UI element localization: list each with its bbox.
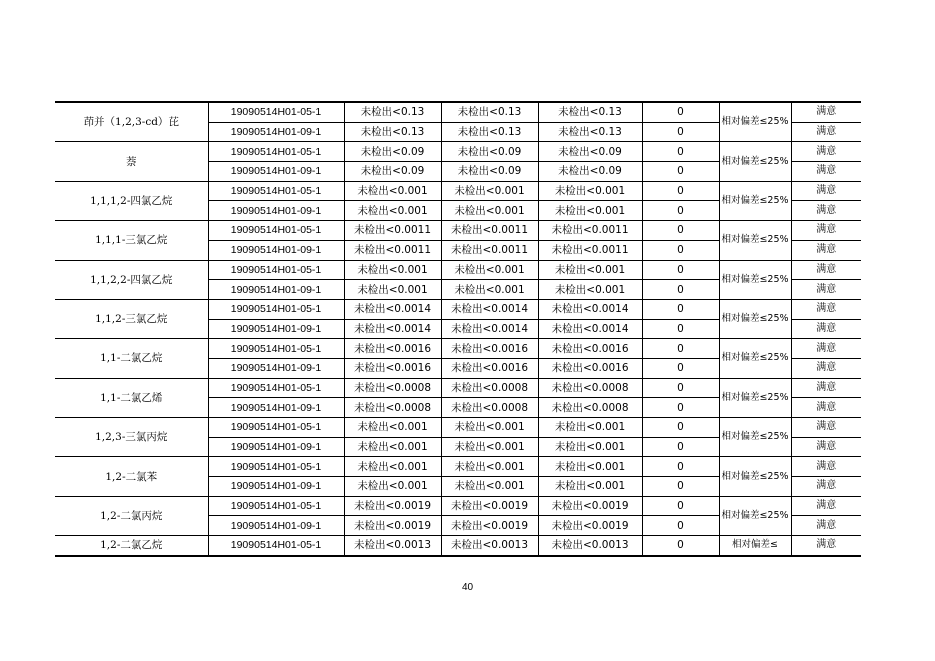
table-row xyxy=(55,102,861,122)
result-1-cell: 未检出<0.0011 xyxy=(344,221,441,241)
result-2-cell: 未检出<0.09 xyxy=(441,142,538,162)
sample-id-cell: 19090514H01-09-1 xyxy=(208,358,344,378)
criterion-cell: 相对偏差≤25% xyxy=(719,378,791,417)
evaluation-cell: 满意 xyxy=(791,398,861,418)
table-row xyxy=(55,221,861,241)
evaluation-cell: 满意 xyxy=(791,260,861,280)
result-3-cell: 未检出<0.0008 xyxy=(538,378,642,398)
result-3-cell: 未检出<0.001 xyxy=(538,181,642,201)
evaluation-cell: 满意 xyxy=(791,280,861,300)
result-1-cell: 未检出<0.001 xyxy=(344,477,441,497)
sample-id-cell: 19090514H01-09-1 xyxy=(208,516,344,536)
relative-deviation-cell: 0 xyxy=(642,437,719,457)
result-1-cell: 未检出<0.13 xyxy=(344,122,441,142)
compound-name-cell: 1,1,1,2-四氯乙烷 xyxy=(55,181,208,220)
table-row xyxy=(55,457,861,477)
result-2-cell: 未检出<0.0013 xyxy=(441,536,538,556)
sample-id-cell: 19090514H01-05-1 xyxy=(208,299,344,319)
result-3-cell: 未检出<0.09 xyxy=(538,142,642,162)
result-3-cell: 未检出<0.0008 xyxy=(538,398,642,418)
evaluation-cell: 满意 xyxy=(791,221,861,241)
result-3-cell: 未检出<0.13 xyxy=(538,102,642,122)
compound-name-cell: 茚并（1,2,3-cd）芘 xyxy=(55,102,208,142)
result-2-cell: 未检出<0.0019 xyxy=(441,516,538,536)
result-2-cell: 未检出<0.0016 xyxy=(441,339,538,359)
relative-deviation-cell: 0 xyxy=(642,536,719,556)
result-3-cell: 未检出<0.0014 xyxy=(538,319,642,339)
table-row xyxy=(55,339,861,359)
table-row xyxy=(55,299,861,319)
result-1-cell: 未检出<0.0019 xyxy=(344,496,441,516)
sample-id-cell: 19090514H01-05-1 xyxy=(208,418,344,438)
sample-id-cell: 19090514H01-05-1 xyxy=(208,260,344,280)
result-3-cell: 未检出<0.0016 xyxy=(538,339,642,359)
table-row xyxy=(55,142,861,162)
sample-id-cell: 19090514H01-05-1 xyxy=(208,339,344,359)
result-2-cell: 未检出<0.001 xyxy=(441,181,538,201)
result-1-cell: 未检出<0.0016 xyxy=(344,339,441,359)
result-1-cell: 未检出<0.09 xyxy=(344,162,441,182)
evaluation-cell: 满意 xyxy=(791,418,861,438)
relative-deviation-cell: 0 xyxy=(642,260,719,280)
criterion-cell: 相对偏差≤25% xyxy=(719,142,791,181)
sample-id-cell: 19090514H01-09-1 xyxy=(208,201,344,221)
result-2-cell: 未检出<0.001 xyxy=(441,418,538,438)
result-3-cell: 未检出<0.0014 xyxy=(538,299,642,319)
result-1-cell: 未检出<0.001 xyxy=(344,437,441,457)
result-2-cell: 未检出<0.001 xyxy=(441,280,538,300)
result-2-cell: 未检出<0.001 xyxy=(441,477,538,497)
result-3-cell: 未检出<0.0011 xyxy=(538,221,642,241)
result-1-cell: 未检出<0.0008 xyxy=(344,378,441,398)
result-1-cell: 未检出<0.001 xyxy=(344,181,441,201)
compound-name-cell: 1,1-二氯乙烯 xyxy=(55,378,208,417)
table-row xyxy=(55,260,861,280)
evaluation-cell: 满意 xyxy=(791,516,861,536)
compound-name-cell: 1,1,2-三氯乙烷 xyxy=(55,299,208,338)
sample-id-cell: 19090514H01-05-1 xyxy=(208,496,344,516)
result-3-cell: 未检出<0.09 xyxy=(538,162,642,182)
result-2-cell: 未检出<0.0019 xyxy=(441,496,538,516)
result-2-cell: 未检出<0.001 xyxy=(441,437,538,457)
result-1-cell: 未检出<0.0014 xyxy=(344,299,441,319)
result-2-cell: 未检出<0.001 xyxy=(441,457,538,477)
evaluation-cell: 满意 xyxy=(791,477,861,497)
relative-deviation-cell: 0 xyxy=(642,418,719,438)
result-2-cell: 未检出<0.09 xyxy=(441,162,538,182)
result-3-cell: 未检出<0.001 xyxy=(538,457,642,477)
sample-id-cell: 19090514H01-05-1 xyxy=(208,142,344,162)
criterion-cell: 相对偏差≤25% xyxy=(719,260,791,299)
result-3-cell: 未检出<0.0019 xyxy=(538,496,642,516)
compound-name-cell: 1,2-二氯乙烷 xyxy=(55,536,208,556)
result-1-cell: 未检出<0.0008 xyxy=(344,398,441,418)
result-3-cell: 未检出<0.001 xyxy=(538,201,642,221)
page-number: 40 xyxy=(461,582,474,593)
relative-deviation-cell: 0 xyxy=(642,201,719,221)
relative-deviation-cell: 0 xyxy=(642,299,719,319)
compound-name-cell: 1,2,3-三氯丙烷 xyxy=(55,418,208,457)
criterion-cell: 相对偏差≤25% xyxy=(719,299,791,338)
sample-id-cell: 19090514H01-05-1 xyxy=(208,536,344,556)
criterion-cell: 相对偏差≤25% xyxy=(719,181,791,220)
criterion-cell: 相对偏差≤ xyxy=(719,536,791,556)
criterion-cell: 相对偏差≤25% xyxy=(719,339,791,378)
result-1-cell: 未检出<0.001 xyxy=(344,260,441,280)
table-row xyxy=(55,536,861,556)
criterion-cell: 相对偏差≤25% xyxy=(719,102,791,142)
evaluation-cell: 满意 xyxy=(791,437,861,457)
sample-id-cell: 19090514H01-05-1 xyxy=(208,457,344,477)
relative-deviation-cell: 0 xyxy=(642,378,719,398)
relative-deviation-cell: 0 xyxy=(642,477,719,497)
relative-deviation-cell: 0 xyxy=(642,398,719,418)
result-1-cell: 未检出<0.09 xyxy=(344,142,441,162)
sample-id-cell: 19090514H01-09-1 xyxy=(208,437,344,457)
result-3-cell: 未检出<0.13 xyxy=(538,122,642,142)
result-2-cell: 未检出<0.0014 xyxy=(441,299,538,319)
result-2-cell: 未检出<0.0008 xyxy=(441,398,538,418)
result-3-cell: 未检出<0.001 xyxy=(538,280,642,300)
relative-deviation-cell: 0 xyxy=(642,181,719,201)
evaluation-cell: 满意 xyxy=(791,142,861,162)
sample-id-cell: 19090514H01-05-1 xyxy=(208,181,344,201)
table-row xyxy=(55,496,861,516)
result-1-cell: 未检出<0.13 xyxy=(344,102,441,122)
compound-name-cell: 1,2-二氯苯 xyxy=(55,457,208,496)
result-1-cell: 未检出<0.001 xyxy=(344,280,441,300)
result-1-cell: 未检出<0.0013 xyxy=(344,536,441,556)
criterion-cell: 相对偏差≤25% xyxy=(719,418,791,457)
compound-name-cell: 1,1-二氯乙烷 xyxy=(55,339,208,378)
evaluation-cell: 满意 xyxy=(791,358,861,378)
result-1-cell: 未检出<0.0016 xyxy=(344,358,441,378)
relative-deviation-cell: 0 xyxy=(642,240,719,260)
evaluation-cell: 满意 xyxy=(791,122,861,142)
result-3-cell: 未检出<0.0013 xyxy=(538,536,642,556)
result-3-cell: 未检出<0.0011 xyxy=(538,240,642,260)
relative-deviation-cell: 0 xyxy=(642,280,719,300)
table-body xyxy=(55,102,861,556)
evaluation-cell: 满意 xyxy=(791,378,861,398)
result-1-cell: 未检出<0.001 xyxy=(344,457,441,477)
relative-deviation-cell: 0 xyxy=(642,102,719,122)
criterion-cell: 相对偏差≤25% xyxy=(719,457,791,496)
evaluation-cell: 满意 xyxy=(791,536,861,556)
result-2-cell: 未检出<0.001 xyxy=(441,260,538,280)
sample-id-cell: 19090514H01-05-1 xyxy=(208,378,344,398)
result-3-cell: 未检出<0.001 xyxy=(538,260,642,280)
sample-id-cell: 19090514H01-09-1 xyxy=(208,122,344,142)
relative-deviation-cell: 0 xyxy=(642,457,719,477)
compound-name-cell: 1,2-二氯丙烷 xyxy=(55,496,208,535)
relative-deviation-cell: 0 xyxy=(642,339,719,359)
result-2-cell: 未检出<0.0016 xyxy=(441,358,538,378)
relative-deviation-cell: 0 xyxy=(642,516,719,536)
relative-deviation-cell: 0 xyxy=(642,319,719,339)
relative-deviation-cell: 0 xyxy=(642,122,719,142)
evaluation-cell: 满意 xyxy=(791,496,861,516)
sample-id-cell: 19090514H01-09-1 xyxy=(208,162,344,182)
evaluation-cell: 满意 xyxy=(791,102,861,122)
result-3-cell: 未检出<0.0016 xyxy=(538,358,642,378)
result-3-cell: 未检出<0.0019 xyxy=(538,516,642,536)
result-1-cell: 未检出<0.0014 xyxy=(344,319,441,339)
quality-control-table xyxy=(55,101,861,557)
result-2-cell: 未检出<0.0011 xyxy=(441,240,538,260)
table-row xyxy=(55,378,861,398)
evaluation-cell: 满意 xyxy=(791,201,861,221)
sample-id-cell: 19090514H01-09-1 xyxy=(208,319,344,339)
evaluation-cell: 满意 xyxy=(791,319,861,339)
result-3-cell: 未检出<0.001 xyxy=(538,477,642,497)
evaluation-cell: 满意 xyxy=(791,457,861,477)
relative-deviation-cell: 0 xyxy=(642,221,719,241)
compound-name-cell: 萘 xyxy=(55,142,208,181)
result-1-cell: 未检出<0.001 xyxy=(344,201,441,221)
result-1-cell: 未检出<0.0011 xyxy=(344,240,441,260)
compound-name-cell: 1,1,1-三氯乙烷 xyxy=(55,221,208,260)
evaluation-cell: 满意 xyxy=(791,162,861,182)
result-1-cell: 未检出<0.0019 xyxy=(344,516,441,536)
result-2-cell: 未检出<0.0014 xyxy=(441,319,538,339)
result-2-cell: 未检出<0.13 xyxy=(441,122,538,142)
result-1-cell: 未检出<0.001 xyxy=(344,418,441,438)
result-2-cell: 未检出<0.0008 xyxy=(441,378,538,398)
sample-id-cell: 19090514H01-05-1 xyxy=(208,102,344,122)
criterion-cell: 相对偏差≤25% xyxy=(719,496,791,535)
table-row xyxy=(55,181,861,201)
criterion-cell: 相对偏差≤25% xyxy=(719,221,791,260)
result-3-cell: 未检出<0.001 xyxy=(538,437,642,457)
evaluation-cell: 满意 xyxy=(791,299,861,319)
sample-id-cell: 19090514H01-09-1 xyxy=(208,280,344,300)
evaluation-cell: 满意 xyxy=(791,181,861,201)
sample-id-cell: 19090514H01-05-1 xyxy=(208,221,344,241)
result-2-cell: 未检出<0.0011 xyxy=(441,221,538,241)
evaluation-cell: 满意 xyxy=(791,240,861,260)
table-row xyxy=(55,418,861,438)
sample-id-cell: 19090514H01-09-1 xyxy=(208,240,344,260)
sample-id-cell: 19090514H01-09-1 xyxy=(208,398,344,418)
compound-name-cell: 1,1,2,2-四氯乙烷 xyxy=(55,260,208,299)
relative-deviation-cell: 0 xyxy=(642,358,719,378)
sample-id-cell: 19090514H01-09-1 xyxy=(208,477,344,497)
result-3-cell: 未检出<0.001 xyxy=(538,418,642,438)
relative-deviation-cell: 0 xyxy=(642,142,719,162)
result-2-cell: 未检出<0.001 xyxy=(441,201,538,221)
result-2-cell: 未检出<0.13 xyxy=(441,102,538,122)
evaluation-cell: 满意 xyxy=(791,339,861,359)
relative-deviation-cell: 0 xyxy=(642,162,719,182)
relative-deviation-cell: 0 xyxy=(642,496,719,516)
